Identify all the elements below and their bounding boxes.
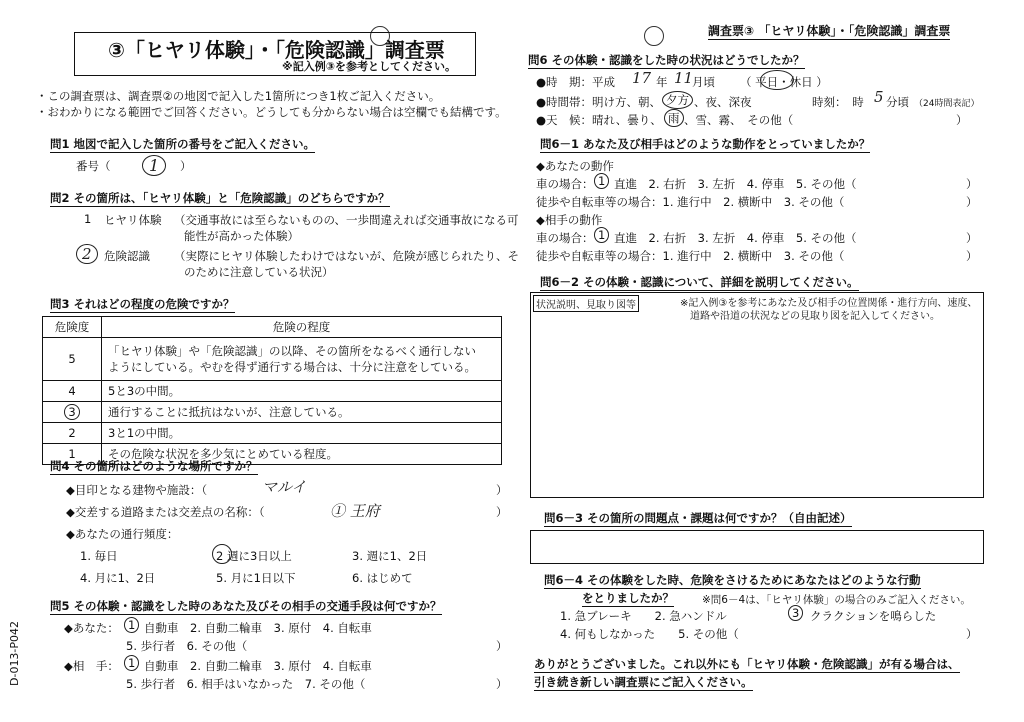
risk-desc-3: 通行することに抵抗はないが、注意している。 bbox=[102, 402, 502, 423]
q6-weekday-circle bbox=[760, 70, 794, 90]
q1-title: 問1 地図で記入した箇所の番号をご記入ください。 bbox=[50, 137, 316, 151]
q4-road-close: ） bbox=[496, 505, 508, 519]
risk-level-2[interactable]: 2 bbox=[43, 423, 102, 444]
risk-desc-2: 3と1の中間。 bbox=[102, 423, 502, 444]
q5-other-opts-1: 自動車 2. 自動二輪車 3. 原付 4. 自転車 bbox=[144, 659, 372, 673]
q4-freq-opt-2-circle bbox=[212, 544, 232, 564]
q6-time-circled[interactable]: 夕方 bbox=[662, 91, 693, 109]
risk-desc-4: 5と3の中間。 bbox=[102, 381, 502, 402]
q6-weather-circled[interactable]: 雨 bbox=[664, 109, 684, 127]
q4-title: 問4 その箇所はどのような場所ですか？ bbox=[50, 459, 258, 473]
q1-number-value[interactable]: 1 bbox=[142, 155, 166, 176]
q6-1-other-car-label: 車の場合： bbox=[536, 231, 594, 245]
q6-period-year[interactable]: 17 bbox=[632, 69, 652, 87]
q6-clock-note: （24時間表記） bbox=[914, 99, 980, 109]
risk-desc-5-line-2: ようにしている。やむを得ず通行する場合は、十分に注意をしている。 bbox=[108, 360, 476, 374]
risk-level-4[interactable]: 4 bbox=[43, 381, 102, 402]
q4-freq-opt-2[interactable]: 2 週に3日以上 bbox=[216, 549, 292, 563]
q2-title: 問2 その箇所は、「ヒヤリ体験」と「危険認識」のどちらですか？ bbox=[50, 191, 390, 205]
q4-road-value[interactable]: ① 王府 bbox=[330, 502, 380, 520]
q6-1-other-walk-close: ） bbox=[966, 249, 978, 263]
q6-1-you-car-label: 車の場合： bbox=[536, 177, 594, 191]
q6-period-days[interactable]: （ 平日・休日 ） bbox=[740, 75, 828, 89]
q6-1-other-car-close: ） bbox=[966, 231, 978, 245]
q6-period-end: 月頃 bbox=[692, 75, 715, 89]
q6-2-drawing-box[interactable] bbox=[530, 292, 984, 498]
q6-1-you-walk: 徒歩や自転車等の場合：1. 進行中 2. 横断中 3. その他（ bbox=[536, 195, 845, 209]
q6-clock-value[interactable]: 5 bbox=[874, 88, 884, 106]
q6-1-you-car-circled[interactable]: 1 bbox=[594, 173, 609, 189]
q5-you-opts-2: 5. 歩行者 6. その他（ bbox=[126, 639, 248, 653]
q6-1-other-head: ◆相手の動作 bbox=[536, 213, 603, 227]
q5-you-opts-1: 自動車 2. 自動二輪車 3. 原付 4. 自転車 bbox=[144, 621, 372, 635]
q5-other-opts-2: 5. 歩行者 6. 相手はいなかった 7. その他（ bbox=[126, 677, 366, 691]
risk-table-wrap bbox=[42, 316, 502, 465]
intro-line-1: ・この調査票は、調査票②の地図で記入した1箇所につき1枚ご記入ください。 bbox=[36, 89, 441, 103]
q2-opt2-label: 危険認識 bbox=[104, 249, 150, 263]
q6-weather-close: ） bbox=[956, 113, 968, 127]
risk-desc-1: その危険な状況を多少気にとめている程度。 bbox=[102, 444, 502, 465]
q4-landmark-close: ） bbox=[496, 483, 508, 497]
q6-weather-rest: 、雪、霧、 その他（ bbox=[684, 113, 794, 127]
q5-you-close: ） bbox=[496, 639, 508, 653]
q4-road-label: ◆交差する道路または交差点の名称：（ bbox=[66, 505, 265, 519]
q6-title: 問6 その体験・認識をした時の状況はどうでしたか？ bbox=[528, 53, 805, 67]
q5-you-circled[interactable]: 1 bbox=[124, 617, 139, 633]
q6-2-note-2: 道路や沿道の状況などの見取り図を記入してください。 bbox=[690, 311, 940, 322]
q4-freq-opt-6[interactable]: 6. はじめて bbox=[352, 571, 413, 585]
q6-time-label: ●時間帯：明け方、朝、 bbox=[536, 95, 662, 109]
table-row bbox=[43, 423, 502, 444]
q2-opt1-label: ヒヤリ体験 bbox=[104, 213, 162, 227]
q6-3-title: 問6－3 その箇所の問題点・課題は何ですか？（自由記述） bbox=[544, 511, 852, 525]
risk-col-desc: 危険の程度 bbox=[102, 317, 502, 338]
q6-1-you-car-close: ） bbox=[966, 177, 978, 191]
risk-desc-5-line-1: 「ヒヤリ体験」や「危険認識」の以降、その箇所をなるべく通行しない bbox=[108, 344, 476, 358]
risk-level-1[interactable]: 1 bbox=[43, 444, 102, 465]
q6-1-you-car-opts: 直進 2. 右折 3. 左折 4. 停車 5. その他（ bbox=[614, 177, 857, 191]
q6-2-box-label: 状況説明、見取り図等 bbox=[533, 295, 639, 312]
q5-other-circled[interactable]: 1 bbox=[124, 655, 139, 671]
q6-period-month[interactable]: 11 bbox=[674, 69, 694, 87]
q4-landmark-label: ◆目印となる建物や施設：（ bbox=[66, 483, 208, 497]
q6-4-title-2: をとりましたか？ bbox=[582, 591, 674, 605]
page-title: ③「ヒヤリ体験」・「危険認識」調査票 bbox=[108, 38, 445, 62]
q1-number-label: 番号（ bbox=[76, 159, 111, 173]
q6-1-title: 問6－1 あなた及び相手はどのような動作をとっていましたか？ bbox=[540, 137, 871, 151]
footer-line-2: 引き続き新しい調査票にご記入ください。 bbox=[534, 675, 753, 689]
q5-you-label: ◆あなた： bbox=[64, 621, 119, 635]
q6-4-note: ※問6－4は、「ヒヤリ体験」の場合のみご記入ください。 bbox=[702, 594, 971, 606]
q4-freq-opt-5[interactable]: 5. 月に1日以下 bbox=[216, 571, 296, 585]
q6-4-opts-1: 1. 急ブレーキ 2. 急ハンドル bbox=[560, 609, 727, 623]
q4-freq-opt-3[interactable]: 3. 週に1、2日 bbox=[352, 549, 428, 563]
page-subtitle: ※記入例③を参考としてください。 bbox=[282, 60, 457, 73]
q6-period-mid: 年 bbox=[656, 75, 668, 89]
q6-clock-end: 分頃 bbox=[886, 95, 909, 109]
q6-period-label: ●時 期：平成 bbox=[536, 75, 616, 89]
q6-clock-label: 時刻： 時 bbox=[812, 95, 864, 109]
punch-hole-right bbox=[644, 26, 664, 46]
intro-line-2: ・おわかりになる範囲でご回答ください。どうしても分からない場合は空欄でも結構です。 bbox=[36, 105, 507, 119]
side-code: D-013-P042 bbox=[8, 620, 21, 686]
q6-4-opts-2: 4. 何もしなかった 5. その他（ bbox=[560, 627, 739, 641]
q6-2-note-1: ※記入例③を参考にあなた及び相手の位置関係・進行方向、速度、 bbox=[680, 298, 978, 309]
q6-4-close: ） bbox=[966, 627, 978, 641]
q6-time-rest: 、夜、深夜 bbox=[694, 95, 752, 109]
q2-opt1-num[interactable]: 1 bbox=[84, 212, 92, 226]
q2-opt2-num-circled[interactable]: 2 bbox=[76, 244, 98, 264]
q4-freq-opt-1[interactable]: 1. 毎日 bbox=[80, 549, 118, 563]
q3-title: 問3 それはどの程度の危険ですか？ bbox=[50, 297, 235, 311]
q2-opt1-desc-1: （交通事故には至らないものの、一歩間違えれば交通事故になる可 bbox=[174, 213, 519, 227]
risk-level-5[interactable]: 5 bbox=[43, 338, 102, 381]
q6-2-title: 問6－2 その体験・認識について、詳細を説明してください。 bbox=[540, 275, 859, 289]
q5-other-close: ） bbox=[496, 677, 508, 691]
q6-1-other-car-circled[interactable]: 1 bbox=[594, 227, 609, 243]
q6-1-you-walk-close: ） bbox=[966, 195, 978, 209]
q1-number-close: ） bbox=[180, 159, 192, 173]
table-row bbox=[43, 381, 502, 402]
q2-opt1-desc-2: 能性が高かった体験） bbox=[184, 229, 299, 243]
q4-landmark-value[interactable]: マルイ bbox=[262, 478, 307, 496]
table-row bbox=[43, 338, 502, 381]
q6-4-opt-3-text: クラクションを鳴らした bbox=[810, 609, 937, 623]
q6-1-other-car-opts: 直進 2. 右折 3. 左折 4. 停車 5. その他（ bbox=[614, 231, 857, 245]
right-header-title: 調査票③ 「ヒヤリ体験」・「危険認識」調査票 bbox=[708, 24, 951, 38]
q6-weather-label: ●天 候：晴れ、曇り、 bbox=[536, 113, 662, 127]
q4-freq-opt-4[interactable]: 4. 月に1、2日 bbox=[80, 571, 156, 585]
q6-1-other-walk: 徒歩や自転車等の場合：1. 進行中 2. 横断中 3. その他（ bbox=[536, 249, 845, 263]
risk-col-level: 危険度 bbox=[43, 317, 102, 338]
q5-other-label: ◆相 手： bbox=[64, 659, 119, 673]
footer-line-1: ありがとうございました。これ以外にも「ヒヤリ体験・危険認識」が有る場合は、 bbox=[534, 657, 960, 671]
q2-opt2-desc-2: のために注意している状況） bbox=[184, 265, 334, 279]
q2-opt2-desc-1: （実際にヒヤリ体験したわけではないが、危険が感じられたり、そ bbox=[174, 249, 519, 263]
q4-freq-label: ◆あなたの通行頻度： bbox=[66, 527, 179, 541]
q5-title: 問5 その体験・認識をした時のあなた及びその相手の交通手段は何ですか？ bbox=[50, 599, 442, 613]
q6-3-answer-box[interactable] bbox=[530, 530, 984, 564]
q6-4-opt-3-circled[interactable]: 3 bbox=[788, 605, 803, 621]
risk-level-3-circled[interactable]: 3 bbox=[64, 404, 79, 420]
q6-1-you-head: ◆あなたの動作 bbox=[536, 159, 614, 173]
q6-4-title-1: 問6－4 その体験をした時、危険をさけるためにあなたはどのような行動 bbox=[544, 573, 921, 587]
table-row bbox=[43, 402, 502, 423]
risk-table bbox=[42, 316, 502, 465]
